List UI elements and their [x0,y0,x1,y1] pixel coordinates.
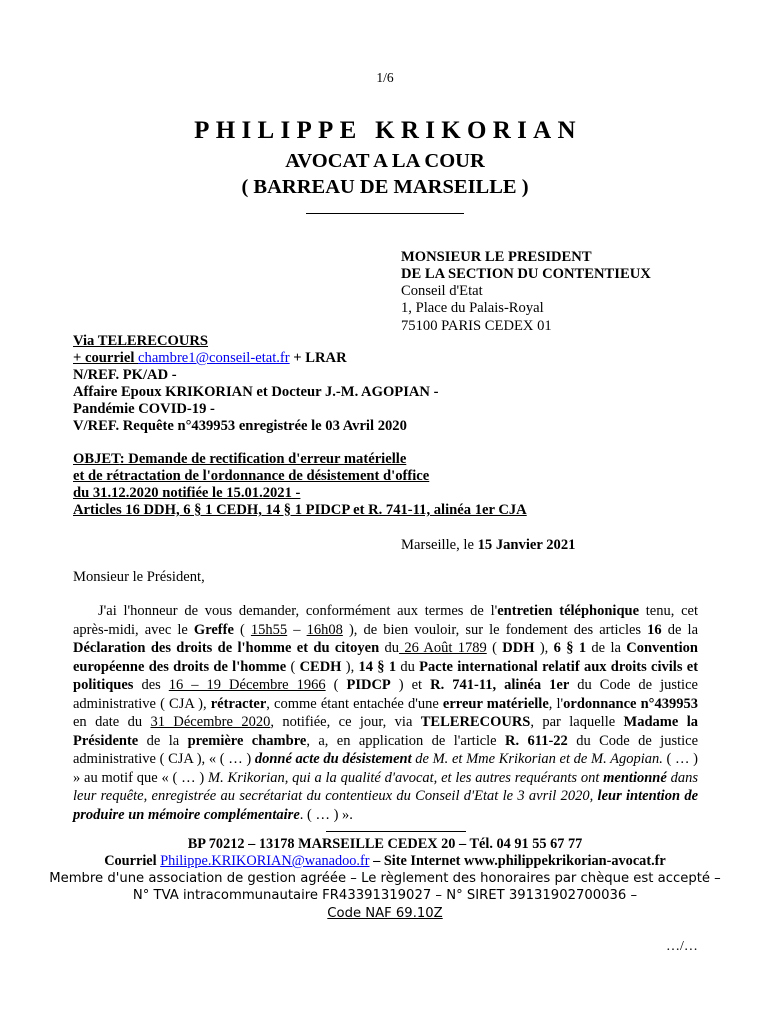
footer-address: BP 70212 – 13178 MARSEILLE CEDEX 20 – Tél. 04 91 55 67 77 [187,836,583,852]
footer-contact: Courriel Philippe.KRIKORIAN@wanadoo.fr – Site Internet www.philippekrikorian-avocat.fr [104,853,666,869]
footer-email-link[interactable]: Philippe.KRIKORIAN@wanadoo.fr [160,853,370,869]
recipient-line-5: 75100 PARIS CEDEX 01 [401,318,552,334]
footer-tva: N° TVA intracommunautaire FR43391319027 – N° SIRET 39131902700036 – [132,888,638,903]
footer-divider [326,831,466,832]
objet-label: OBJET [73,451,120,467]
letterhead-name: PHILIPPE KRIKORIAN [194,117,582,144]
recipient-line-3: Conseil d'Etat [401,283,483,299]
courriel-line [73,350,347,367]
date-line: Marseille, le 15 Janvier 2021 [401,537,576,553]
letterhead-barreau: ( BARREAU DE MARSEILLE ) [241,176,529,198]
letter-date: 15 Janvier 2021 [477,537,576,553]
continuation-mark: …/… [666,939,698,954]
body-paragraph: J'ai l'honneur de vous demander, conformément aux termes de l'entretien téléphonique tenu, cet après-midi, avec le Greffe ( 15h55 – 16h08 ), de bien vouloir, sur le fondement des articles 16 de la Déclaration des droits de l'homme et du citoyen du 26 Août 1789 ( DDH ), 6 § 1 de la Convention européenne des droits de l'homme ( CEDH ), 14 § 1 du Pacte international relatif aux droits civils et politiques des 16 – 19 Décembre 1966 ( PIDCP ) et R. 741-11, alinéa 1er du Code de justice administrative ( CJA ), rétracter, comme étant entachée d'une erreur matérielle, l'ordonnance n°439953 en date du 31 Décembre 2020, notifiée, ce jour, via TELERECOURS, par laquelle Madame la Présidente de la première chambre, a, en application de l'article R. 611-22 du Code de justice administrative ( CJA ), « ( … ) donné acte du désistement de M. et Mme Krikorian et de M. Agopian. ( … ) » au motif que « ( … ) M. Krikorian, qui a la qualité d'avocat, et les autres requérants ont mentionné dans leur requête, enregistrée au secrétariat du contentieux du Conseil d'Etat le 3 avril 2020, leur intention de produire un mémoire complémentaire. ( … ) ». [73,603,699,823]
recipient-line-4: 1, Place du Palais-Royal [401,300,544,316]
recipient-line-1: MONSIEUR LE PRESIDENT [401,249,592,265]
objet-line-2: et de rétractation de l'ordonnance de désistement d'office [73,468,430,484]
objet-line-1: OBJET: Demande de rectification d'erreur matérielle [73,451,407,467]
salutation: Monsieur le Président, [73,569,205,585]
courriel-prefix: + courriel [73,350,139,366]
courriel-suffix: + LRAR [289,350,347,366]
vref-line: V/REF. Requête n°439953 enregistrée le 03 Avril 2020 [73,418,407,434]
footer-membre: Membre d'une association de gestion agréée – Le règlement des honoraires par chèque est accepté – [49,871,721,886]
recipient-line-2: DE LA SECTION DU CONTENTIEUX [401,266,651,282]
letterhead-role: AVOCAT A LA COUR [285,150,485,172]
objet-line-4: Articles 16 DDH, 6 § 1 CEDH, 14 § 1 PIDCP et R. 741-11, alinéa 1er CJA [73,502,527,518]
objet-line-3: du 31.12.2020 notifiée le 15.01.2021 - [73,485,301,501]
letterhead-divider [306,213,464,214]
footer-naf: Code NAF 69.10Z [327,906,443,921]
page-number: 1/6 [376,70,394,85]
pandemie-line: Pandémie COVID-19 - [73,401,215,417]
courriel-email-link[interactable]: chambre1@conseil-etat.fr [138,350,290,366]
affaire-line: Affaire Epoux KRIKORIAN et Docteur J.-M. AGOPIAN - [73,384,439,400]
nref-line: N/REF. PK/AD - [73,367,177,383]
via-line: Via TELERECOURS [73,333,209,349]
